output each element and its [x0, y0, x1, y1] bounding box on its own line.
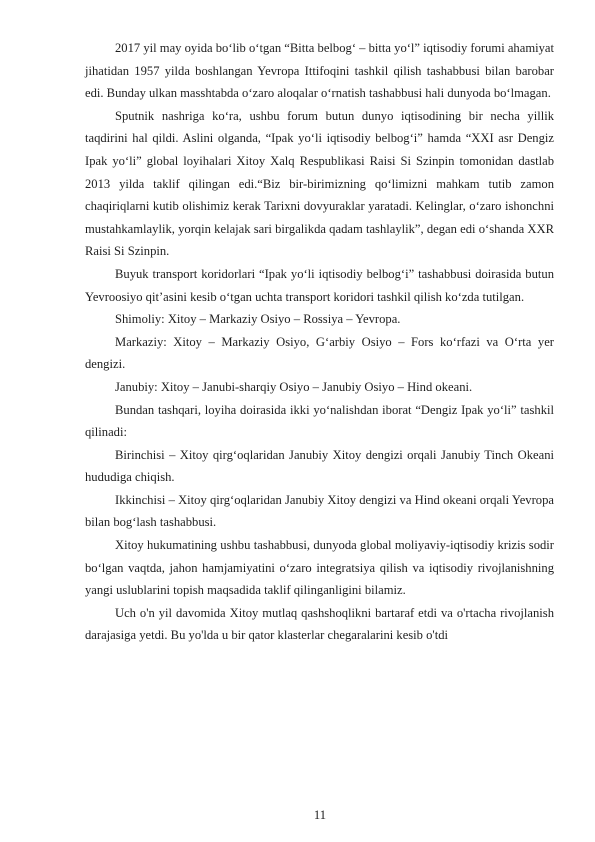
- paragraph-initiative-purpose: Xitoy hukumatining ushbu tashabbusi, dunyoda global moliyaviy-iqtisodiy krizis sodir bo‘lgan vaqtda, jahon hamjamiyatini o‘zaro integratsiya qilish va iqtisodiy rivojlanishning yangi uslublarini topish maqsadida taklif qilinganligini bilamiz.: [85, 538, 554, 598]
- document-body: [85, 37, 554, 647]
- paragraph-poverty: Uch o'n yil davomida Xitoy mutlaq qashshoqlikni bartaraf etdi va o'rtacha rivojlanish darajasiga yetdi. Bu yo'lda u bir qator klasterlar chegaralarini kesib o'tdi: [85, 605, 554, 643]
- page-number: 11: [313, 808, 327, 822]
- paragraph-central-corridor: Markaziy: Xitoy – Markaziy Osiyo, G‘arbiy Osiyo – Fors ko‘rfazi va O‘rta yer dengizi.: [85, 334, 554, 372]
- paragraph-sputnik: Sputnik nashriga ko‘ra, ushbu forum butun dunyo iqtisodining bir necha yillik taqdirini hal qildi. Aslini olganda, “Ipak yo‘li iqtisodiy belbog‘i” hamda “XXI asr Dengiz Ipak yo‘li” global loyihalari Xitoy Xalq Respublikasi Raisi Si Szinpin tomonidan dastlab 2013 yilda taklif qilingan edi.“Biz bir-birimizning qo‘limizni mahkam tutib zamon chaqiriqlarni kutib olishimiz kerak Tarixni dovyuraklar yaratadi. Kelinglar, o‘zaro ishonchni mustahkamlaylik, yorqin kelajak sari birgalikda qadam tashlaylik”, degan edi o‘shanda XXR Raisi Si Szinpin.: [85, 108, 554, 259]
- paragraph-northern-corridor: Shimoliy: Xitoy – Markaziy Osiyo – Rossiya – Yevropa.: [115, 312, 401, 327]
- paragraph-southern-corridor: Janubiy: Xitoy – Janubi-sharqiy Osiyo – Janubiy Osiyo – Hind okeani.: [115, 379, 473, 394]
- paragraph-sea-silk-road: Bundan tashqari, loyiha doirasida ikki yo‘nalishdan iborat “Dengiz Ipak yo‘li” tashkil qilinadi:: [85, 402, 554, 440]
- paragraph-first-route: Birinchisi – Xitoy qirg‘oqlaridan Janubiy Xitoy dengizi orqali Janubiy Tinch Okeani hududiga chiqish.: [85, 447, 554, 485]
- paragraph-second-route: Ikkinchisi – Xitoy qirg‘oqlaridan Janubiy Xitoy dengizi va Hind okeani orqali Yevropa bilan bog‘lash tashabbusi.: [85, 492, 554, 530]
- paragraph-transport-corridors: Buyuk transport koridorlari “Ipak yo‘li iqtisodiy belbog‘i” tashabbusi doirasida butun Yevroosiyo qit’asini kesib o‘tgan uchta transport koridori tashkil qilish ko‘zda tutilgan.: [85, 266, 554, 304]
- paragraph-forum: 2017 yil may oyida bo‘lib o‘tgan “Bitta belbog‘ – bitta yo‘l” iqtisodiy forumi ahamiyat jihatidan 1957 yilda boshlangan Yevropa Ittifoqini tashkil qilish tashabbusi bilan barobar edi. Bunday ulkan masshtabda o‘zaro aloqalar o‘rnatish tashabbusi hali dunyoda bo‘lmagan.: [85, 41, 554, 101]
